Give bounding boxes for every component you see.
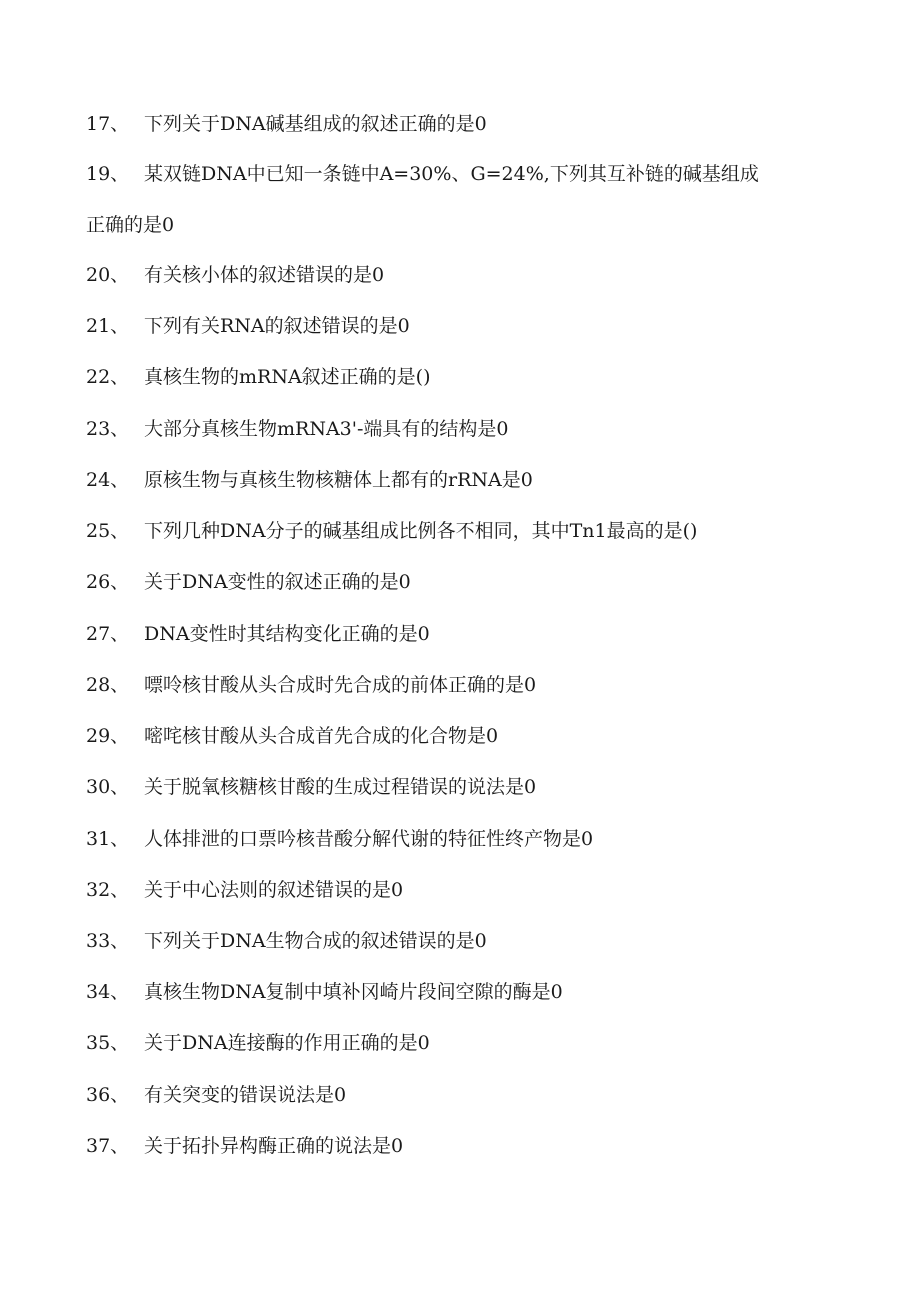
question-text: 关于脱氧核糖核甘酸的生成过程错误的说法是0 <box>144 776 537 798</box>
question-item <box>86 723 846 749</box>
question-text: 原核生物与真核生物核糖体上都有的rRNA是0 <box>144 469 533 491</box>
question-text: 关于拓扑异构酶正确的说法是0 <box>144 1135 404 1157</box>
question-item <box>86 826 846 852</box>
question-item <box>86 262 846 288</box>
question-text: 某双链DNA中已知一条链中A=30%、G=24%,下列其互补链的碱基组成 <box>144 163 759 185</box>
question-number: 21、 <box>86 315 130 337</box>
question-text: 真核生物的mRNA叙述正确的是() <box>144 366 431 388</box>
question-text: 关于DNA变性的叙述正确的是0 <box>144 571 411 593</box>
question-number: 25、 <box>86 520 130 542</box>
question-number: 29、 <box>86 725 130 747</box>
question-item <box>86 364 846 390</box>
question-number: 34、 <box>86 981 130 1003</box>
question-number: 35、 <box>86 1032 130 1054</box>
question-text: 关于DNA连接酶的作用正确的是0 <box>144 1032 430 1054</box>
question-number: 20、 <box>86 264 130 286</box>
question-text: 有关核小体的叙述错误的是0 <box>144 264 385 286</box>
question-number: 23、 <box>86 418 130 440</box>
question-number: 17、 <box>86 113 130 135</box>
question-text-continuation: 正确的是0 <box>86 214 175 236</box>
question-number: 36、 <box>86 1084 130 1106</box>
question-item <box>86 1030 846 1056</box>
question-number: 28、 <box>86 674 130 696</box>
question-text: 真核生物DNA复制中填补冈崎片段间空隙的酶是0 <box>144 981 563 1003</box>
question-text: 有关突变的错误说法是0 <box>144 1084 347 1106</box>
question-item <box>86 672 846 698</box>
question-number: 33、 <box>86 930 130 952</box>
question-text: 下列有关RNA的叙述错误的是0 <box>144 315 410 337</box>
question-text: 嘧咤核甘酸从头合成首先合成的化合物是0 <box>144 725 499 747</box>
question-text: 嘌呤核甘酸从头合成时先合成的前体正确的是0 <box>144 674 537 696</box>
question-item <box>86 416 846 442</box>
question-item <box>86 161 846 187</box>
question-number: 22、 <box>86 366 130 388</box>
question-item <box>86 111 846 137</box>
question-item <box>86 774 846 800</box>
question-item <box>86 313 846 339</box>
question-item <box>86 621 846 647</box>
question-text: 关于中心法则的叙述错误的是0 <box>144 879 404 901</box>
question-text: 下列关于DNA生物合成的叙述错误的是0 <box>144 930 487 952</box>
question-number: 27、 <box>86 623 130 645</box>
question-text: 人体排泄的口票吟核昔酸分解代谢的特征性终产物是0 <box>144 828 594 850</box>
question-number: 30、 <box>86 776 130 798</box>
question-item <box>86 518 846 544</box>
question-number: 32、 <box>86 879 130 901</box>
question-item <box>86 877 846 903</box>
question-item <box>86 467 846 493</box>
question-number: 24、 <box>86 469 130 491</box>
question-text: DNA变性时其结构变化正确的是0 <box>144 623 430 645</box>
question-text: 下列关于DNA碱基组成的叙述正确的是0 <box>144 113 487 135</box>
question-number: 37、 <box>86 1135 130 1157</box>
question-item <box>86 928 846 954</box>
question-item <box>86 569 846 595</box>
question-number: 26、 <box>86 571 130 593</box>
question-text: 大部分真核生物mRNA3'-端具有的结构是0 <box>144 418 509 440</box>
question-item <box>86 1133 846 1159</box>
question-item <box>86 1082 846 1108</box>
question-item <box>86 979 846 1005</box>
question-number: 19、 <box>86 163 130 185</box>
question-number: 31、 <box>86 828 130 850</box>
question-text: 下列几种DNA分子的碱基组成比例各不相同，其中Tn1最高的是() <box>144 520 698 542</box>
